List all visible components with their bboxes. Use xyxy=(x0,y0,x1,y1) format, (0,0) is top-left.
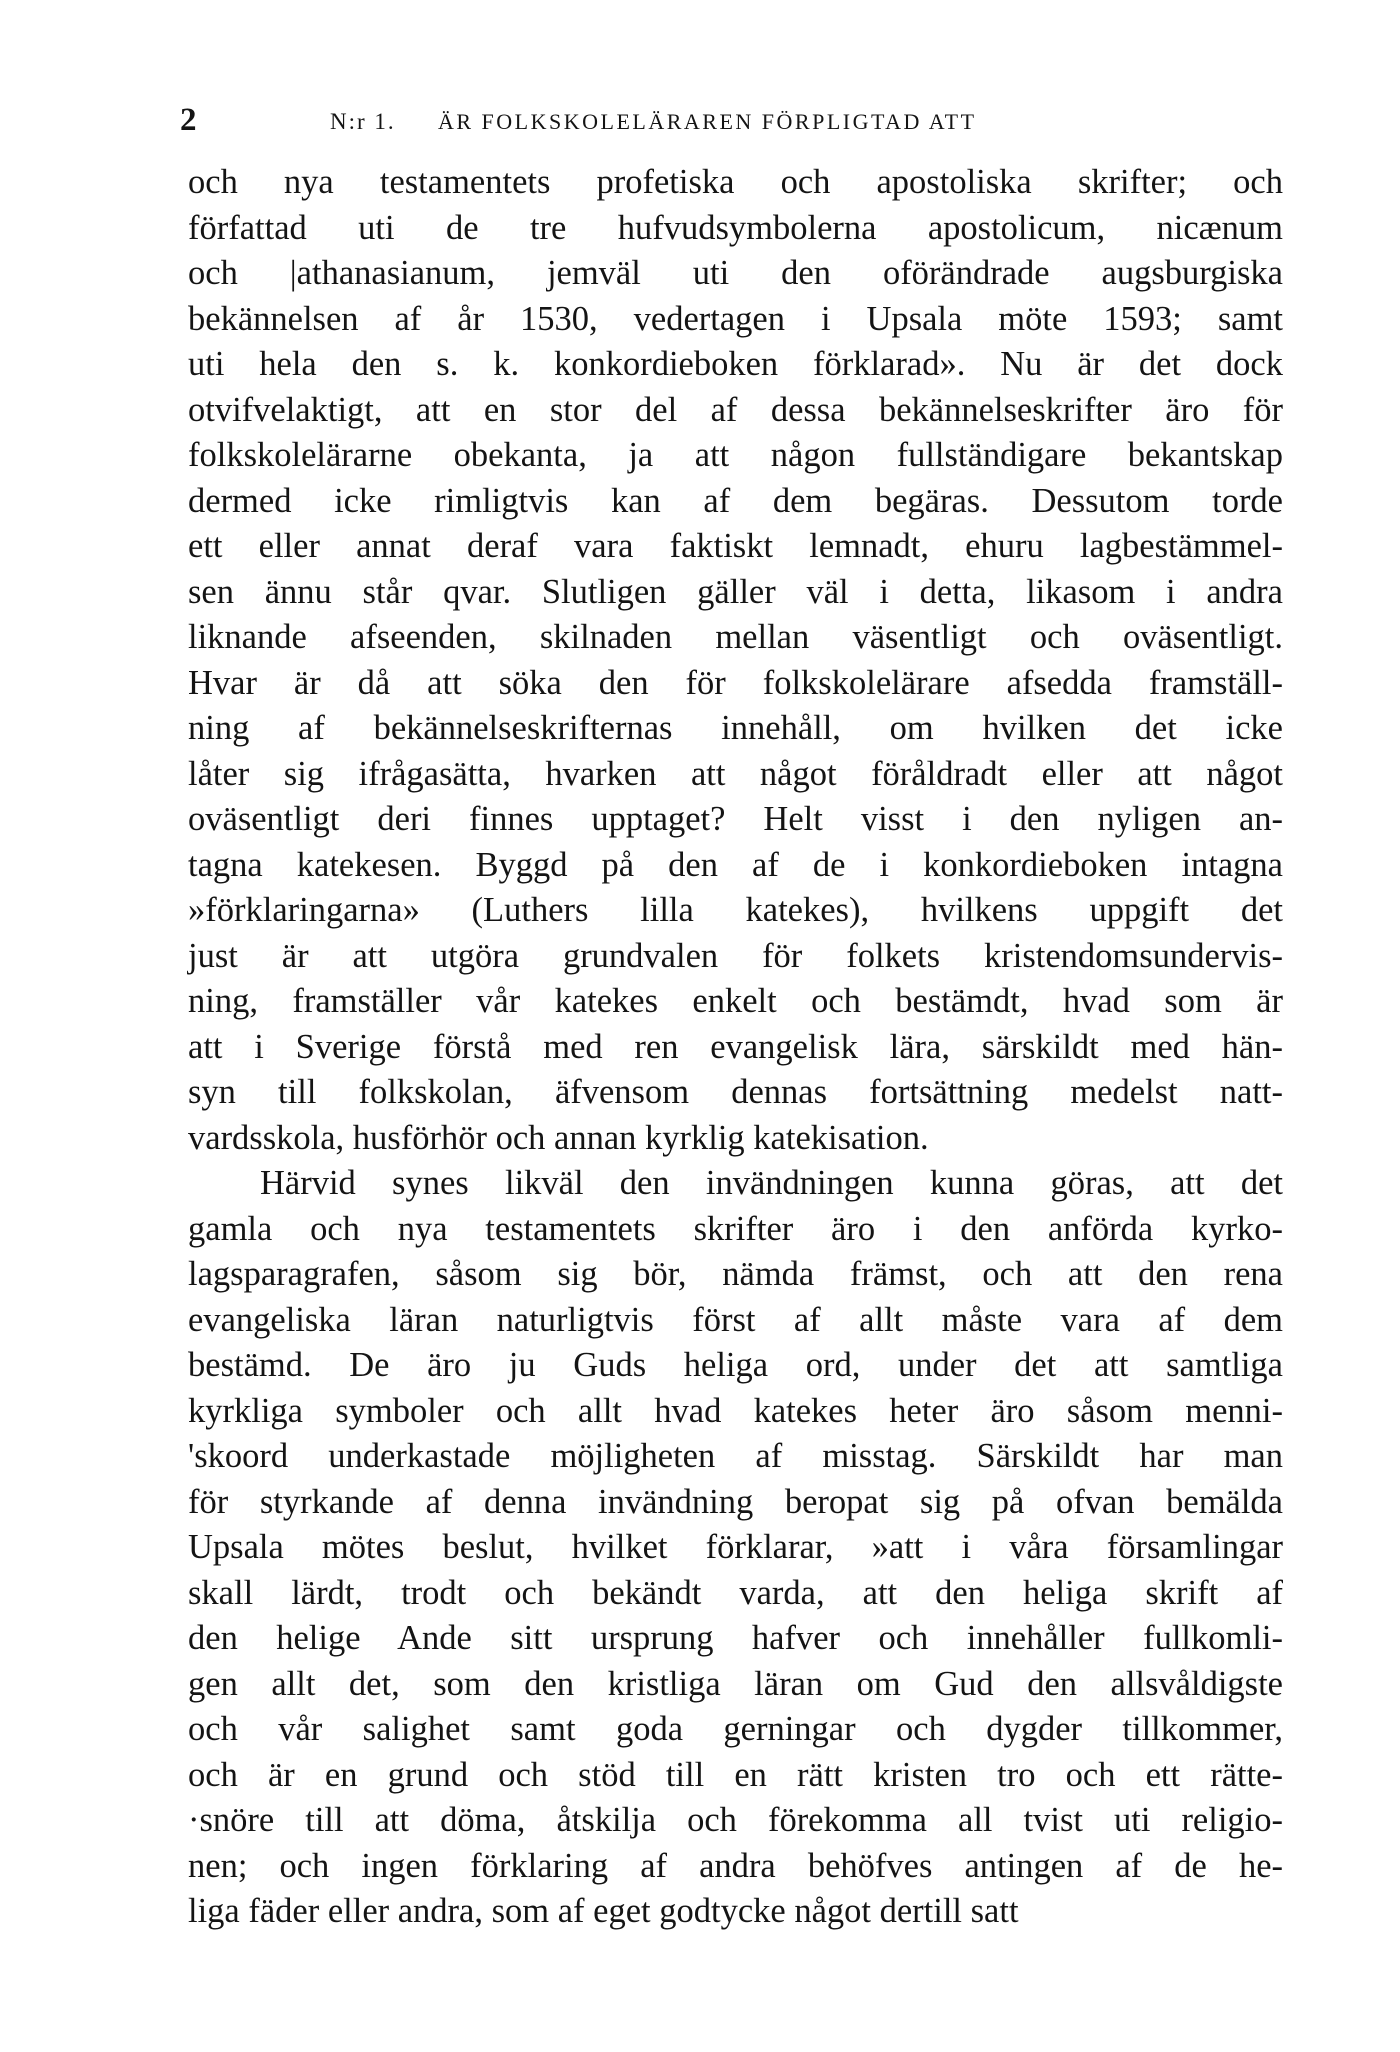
text-line: »förklaringarna» (Luthers lilla katekes), hvilkens uppgift det xyxy=(188,891,1283,929)
body-text xyxy=(188,160,1283,1935)
text-line: Hvar är då att söka den för folkskolelärare afsedda framställ- xyxy=(188,663,1283,702)
text-line: liknande afseenden, skilnaden mellan väsentligt och oväsentligt. xyxy=(188,618,1283,656)
paragraph-2 xyxy=(188,1161,1283,1935)
text-line: och vår salighet samt goda gerningar och dygder tillkommer, xyxy=(188,1710,1283,1748)
text-line: vardsskola, husförhör och annan kyrklig katekisation. xyxy=(188,1118,929,1157)
text-line: evangeliska läran naturligtvis först af allt måste vara af dem xyxy=(188,1300,1283,1339)
text-line: skall lärdt, trodt och bekändt varda, att den heliga skrift af xyxy=(188,1573,1283,1612)
text-line: ning af bekännelseskrifternas innehåll, om hvilken det icke xyxy=(188,709,1283,747)
text-line: Upsala mötes beslut, hvilket förklarar, »att i våra församlingar xyxy=(188,1528,1283,1566)
text-line: och är en grund och stöd till en rätt kristen tro och ett rätte- xyxy=(188,1755,1283,1794)
running-head xyxy=(180,95,1300,145)
text-line: kyrkliga symboler och allt hvad katekes heter äro såsom menni- xyxy=(188,1391,1283,1430)
chapter-title: ÄR FOLKSKOLELÄRAREN FÖRPLIGTAD ATT xyxy=(438,109,977,134)
text-line: just är att utgöra grundvalen för folkets kristendomsundervis- xyxy=(188,936,1283,975)
text-line: oväsentligt deri finnes upptaget? Helt visst i den nyligen an- xyxy=(188,800,1283,838)
text-line: gen allt det, som den kristliga läran om Gud den allsvåldigste xyxy=(188,1664,1283,1703)
text-line: den helige Ande sitt ursprung hafver och innehåller fullkomli- xyxy=(188,1619,1283,1657)
paragraph-1 xyxy=(188,160,1283,1161)
text-line: ning, framställer vår katekes enkelt och bestämdt, hvad som är xyxy=(188,982,1283,1020)
text-line: ett eller annat deraf vara faktiskt lemnadt, ehuru lagbestämmel- xyxy=(188,527,1283,565)
text-line: otvifvelaktigt, att en stor del af dessa bekännelseskrifter äro för xyxy=(188,390,1283,429)
text-line: 'skoord underkastade möjligheten af misstag. Särskildt har man xyxy=(188,1437,1283,1475)
text-line: författad uti de tre hufvudsymbolerna apostolicum, nicænum xyxy=(188,208,1283,247)
text-line: folkskolelärarne obekanta, ja att någon fullständigare bekantskap xyxy=(188,436,1283,474)
text-line: och |athanasianum, jemväl uti den oförändrade augsburgiska xyxy=(188,254,1283,292)
text-line: bestämd. De äro ju Guds heliga ord, under det att samtliga xyxy=(188,1346,1283,1384)
text-line: gamla och nya testamentets skrifter äro i den anförda kyrko- xyxy=(188,1209,1283,1248)
text-line: låter sig ifrågasätta, hvarken att något föråldradt eller att något xyxy=(188,754,1283,793)
text-line: liga fäder eller andra, som af eget godtycke något dertill satt xyxy=(188,1892,1019,1930)
text-line: dermed icke rimligtvis kan af dem begäras. Dessutom torde xyxy=(188,481,1283,520)
text-line: nen; och ingen förklaring af andra behöfves antingen af de he- xyxy=(188,1846,1283,1885)
series-number: N:r 1. xyxy=(330,109,396,134)
text-line: ·snöre till att döma, åtskilja och förekomma all tvist uti religio- xyxy=(188,1801,1283,1839)
text-line: och nya testamentets profetiska och apostoliska skrifter; och xyxy=(188,163,1283,201)
text-line: tagna katekesen. Byggd på den af de i konkordieboken intagna xyxy=(188,845,1283,884)
page-number: 2 xyxy=(180,102,197,138)
text-line: syn till folkskolan, äfvensom dennas fortsättning medelst natt- xyxy=(188,1073,1283,1111)
text-line: bekännelsen af år 1530, vedertagen i Upsala möte 1593; samt xyxy=(188,299,1283,338)
text-line: sen ännu står qvar. Slutligen gäller väl i detta, likasom i andra xyxy=(188,572,1283,611)
text-line: Härvid synes likväl den invändningen kunna göras, att det xyxy=(260,1164,1283,1202)
text-line: lagsparagrafen, såsom sig bör, nämda främst, och att den rena xyxy=(188,1255,1283,1293)
text-line: att i Sverige förstå med ren evangelisk lära, särskildt med hän- xyxy=(188,1027,1283,1066)
text-line: uti hela den s. k. konkordieboken förklarad». Nu är det dock xyxy=(188,345,1283,383)
text-line: för styrkande af denna invändning beropat sig på ofvan bemälda xyxy=(188,1482,1283,1521)
